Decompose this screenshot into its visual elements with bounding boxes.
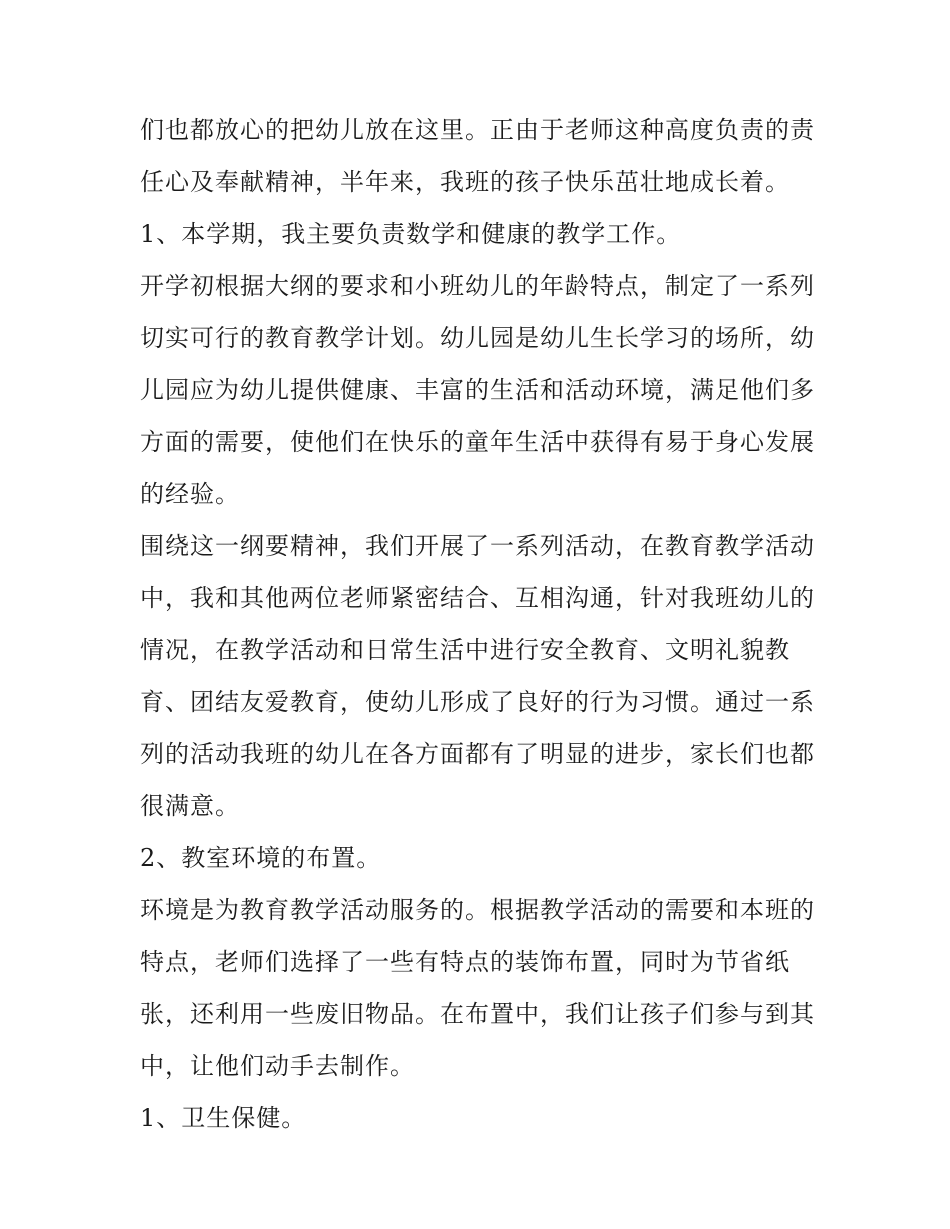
- text-line: 中，我和其他两位老师紧密结合、互相沟通，针对我班幼儿的: [140, 584, 815, 612]
- text-line: 列的活动我班的幼儿在各方面都有了明显的进步，家长们也都: [140, 740, 815, 768]
- text-line: 们也都放心的把幼儿放在这里。正由于老师这种高度负责的责: [140, 116, 815, 144]
- section-heading: 2、教室环境的布置。: [140, 844, 382, 872]
- text-line: 围绕这一纲要精神，我们开展了一系列活动，在教育教学活动: [140, 532, 815, 560]
- document-body: [140, 104, 830, 1144]
- text-line: 特点，老师们选择了一些有特点的装饰布置，同时为节省纸: [140, 948, 790, 976]
- text-line: 环境是为教育教学活动服务的。根据教学活动的需要和本班的: [140, 896, 815, 924]
- text-line: 儿园应为幼儿提供健康、丰富的生活和活动环境，满足他们多: [140, 376, 815, 404]
- text-line: 很满意。: [140, 792, 240, 820]
- text-line: 张，还利用一些废旧物品。在布置中，我们让孩子们参与到其: [140, 1000, 815, 1028]
- text-line: 切实可行的教育教学计划。幼儿园是幼儿生长学习的场所，幼: [140, 324, 815, 352]
- text-line: 开学初根据大纲的要求和小班幼儿的年龄特点，制定了一系列: [140, 272, 815, 300]
- section-heading: 1、本学期，我主要负责数学和健康的教学工作。: [140, 220, 682, 248]
- text-line: 情况，在教学活动和日常生活中进行安全教育、文明礼貌教: [140, 636, 790, 664]
- text-line: 任心及奉献精神，半年来，我班的孩子快乐茁壮地成长着。: [140, 168, 790, 196]
- text-line: 方面的需要，使他们在快乐的童年生活中获得有易于身心发展: [140, 428, 815, 456]
- text-line: 的经验。: [140, 480, 240, 508]
- section-heading: 1、卫生保健。: [140, 1104, 307, 1132]
- text-line: 育、团结友爱教育，使幼儿形成了良好的行为习惯。通过一系: [140, 688, 815, 716]
- text-line: 中，让他们动手去制作。: [140, 1052, 415, 1080]
